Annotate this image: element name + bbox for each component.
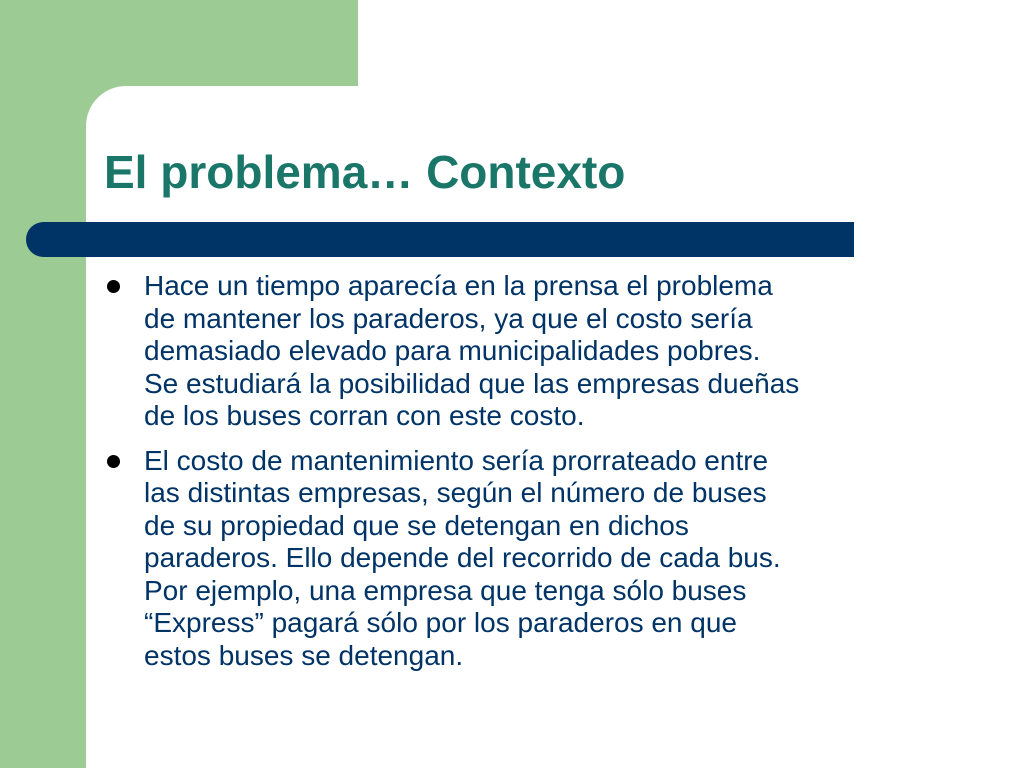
slide-title: El problema… Contexto bbox=[104, 146, 626, 198]
bullet-list bbox=[104, 270, 964, 684]
bullet-text: El costo de mantenimiento sería prorrateado entre las distintas empresas, según el número de buses de su propiedad que se detengan en dichos paraderos. Ello depende del recorrido de cada bus. Por ejemplo, una empresa que tenga sólo buses “Express” pagará sólo por los paraderos en que estos buses se detengan. bbox=[144, 444, 781, 671]
bullet-item bbox=[104, 445, 964, 673]
bullet-dot-icon bbox=[107, 455, 120, 468]
bullet-dot-icon bbox=[107, 280, 120, 293]
title-underline-bar bbox=[26, 222, 854, 257]
bullet-item bbox=[104, 270, 964, 433]
bullet-text: Hace un tiempo aparecía en la prensa el problema de mantener los paraderos, ya que el costo sería demasiado elevado para municipalidades pobres. Se estudiará la posibilidad que las empresas dueñas de los buses corran con este costo. bbox=[144, 270, 800, 431]
